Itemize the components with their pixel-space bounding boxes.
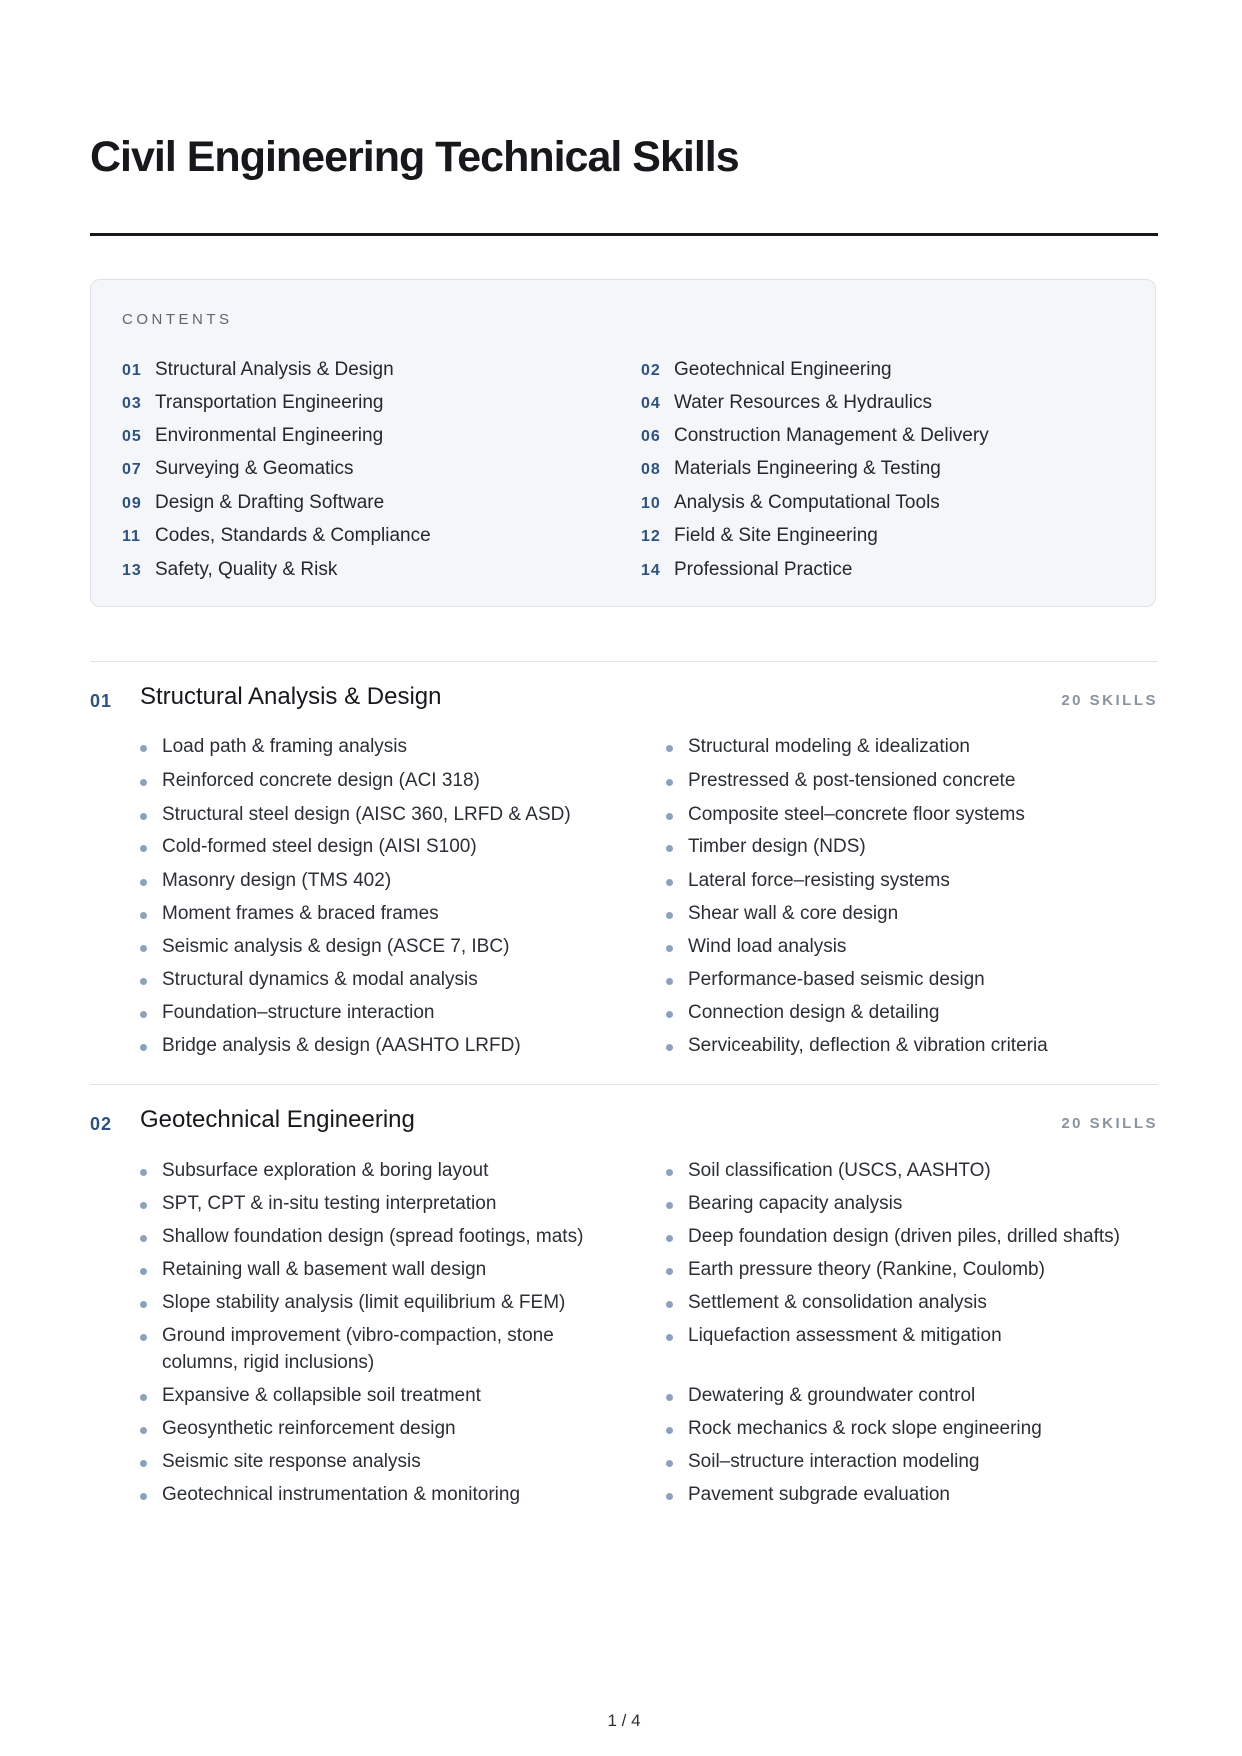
skill-count-badge: 20 SKILLS <box>1061 692 1158 709</box>
bullet-icon <box>140 1202 147 1209</box>
bullet-icon <box>140 1394 147 1401</box>
bullet-icon <box>666 879 673 886</box>
bullet-icon <box>666 813 673 820</box>
title-divider <box>90 233 1158 236</box>
skill-item: Rock mechanics & rock slope engineering <box>666 1415 1158 1442</box>
skill-item: Moment frames & braced frames <box>140 900 645 927</box>
section-number: 02 <box>90 1114 113 1134</box>
contents-item-number: 11 <box>122 528 141 545</box>
section-divider <box>90 1084 1158 1085</box>
contents-item-number: 03 <box>122 395 142 412</box>
skill-item: Shear wall & core design <box>666 900 1158 927</box>
bullet-icon <box>666 779 673 786</box>
skill-item: Performance-based seismic design <box>666 966 1158 993</box>
contents-item[interactable] <box>641 419 989 452</box>
contents-item-label: Field & Site Engineering <box>674 525 878 546</box>
contents-item-number: 10 <box>641 495 661 512</box>
bullet-icon <box>666 1427 673 1434</box>
contents-item[interactable] <box>641 486 940 519</box>
section-divider <box>90 661 1158 662</box>
contents-item-number: 01 <box>122 362 142 379</box>
contents-item-label: Transportation Engineering <box>155 392 384 413</box>
table-of-contents <box>90 279 1156 607</box>
bullet-icon <box>140 1044 147 1051</box>
bullet-icon <box>140 845 147 852</box>
skill-item: Soil–structure interaction modeling <box>666 1448 1158 1475</box>
contents-item-label: Codes, Standards & Compliance <box>155 525 431 546</box>
contents-item-label: Safety, Quality & Risk <box>155 559 338 580</box>
section-number: 01 <box>90 691 113 711</box>
skill-item: Structural steel design (AISC 360, LRFD & ASD) <box>140 801 645 828</box>
bullet-icon <box>140 745 147 752</box>
contents-item-number: 13 <box>122 562 142 579</box>
skill-item: Prestressed & post-tensioned concrete <box>666 767 1158 794</box>
skill-item: Dewatering & groundwater control <box>666 1382 1158 1409</box>
contents-item-number: 07 <box>122 461 142 478</box>
bullet-icon <box>666 1460 673 1467</box>
contents-item[interactable] <box>641 386 932 419</box>
bullet-icon <box>666 745 673 752</box>
skill-item: Cold-formed steel design (AISI S100) <box>140 833 645 860</box>
contents-item-number: 04 <box>641 395 661 412</box>
skill-item: Slope stability analysis (limit equilibrium & FEM) <box>140 1289 645 1316</box>
contents-item[interactable] <box>122 386 384 419</box>
skill-item: Lateral force–resisting systems <box>666 867 1158 894</box>
bullet-icon <box>666 945 673 952</box>
bullet-icon <box>666 912 673 919</box>
skill-item: Bearing capacity analysis <box>666 1190 1158 1217</box>
bullet-icon <box>140 1169 147 1176</box>
skill-item: Seismic analysis & design (ASCE 7, IBC) <box>140 933 645 960</box>
skill-item: Ground improvement (vibro-compaction, stone columns, rigid inclusions) <box>140 1322 590 1376</box>
skill-item: Foundation–structure interaction <box>140 999 645 1026</box>
skill-item: Liquefaction assessment & mitigation <box>666 1322 1158 1349</box>
contents-item[interactable] <box>641 519 878 552</box>
contents-item-label: Structural Analysis & Design <box>155 359 394 380</box>
document-page <box>90 0 1158 1756</box>
contents-item-number: 09 <box>122 495 142 512</box>
contents-item[interactable] <box>122 353 394 386</box>
bullet-icon <box>666 845 673 852</box>
bullet-icon <box>666 1301 673 1308</box>
contents-item[interactable] <box>122 519 431 552</box>
skill-item: Bridge analysis & design (AASHTO LRFD) <box>140 1032 645 1059</box>
bullet-icon <box>140 912 147 919</box>
contents-item-number: 02 <box>641 362 661 379</box>
bullet-icon <box>140 945 147 952</box>
contents-item-label: Analysis & Computational Tools <box>674 492 940 513</box>
bullet-icon <box>140 1011 147 1018</box>
contents-item-number: 14 <box>641 562 661 579</box>
bullet-icon <box>140 779 147 786</box>
bullet-icon <box>666 1235 673 1242</box>
bullet-icon <box>140 1301 147 1308</box>
bullet-icon <box>666 1394 673 1401</box>
bullet-icon <box>140 1460 147 1467</box>
skill-item: Geosynthetic reinforcement design <box>140 1415 645 1442</box>
contents-item[interactable] <box>641 353 892 386</box>
skill-item: Structural dynamics & modal analysis <box>140 966 645 993</box>
bullet-icon <box>666 978 673 985</box>
bullet-icon <box>666 1202 673 1209</box>
bullet-icon <box>140 1268 147 1275</box>
contents-item-label: Geotechnical Engineering <box>674 359 892 380</box>
contents-item-number: 08 <box>641 461 661 478</box>
contents-item-label: Construction Management & Delivery <box>674 425 989 446</box>
contents-item-label: Surveying & Geomatics <box>155 458 354 479</box>
contents-item-number: 06 <box>641 428 661 445</box>
bullet-icon <box>666 1011 673 1018</box>
skill-item: Retaining wall & basement wall design <box>140 1256 645 1283</box>
skill-item: Seismic site response analysis <box>140 1448 645 1475</box>
bullet-icon <box>666 1169 673 1176</box>
bullet-icon <box>666 1268 673 1275</box>
contents-item-number: 05 <box>122 428 142 445</box>
contents-heading: CONTENTS <box>122 311 233 328</box>
skill-item: Connection design & detailing <box>666 999 1158 1026</box>
skill-item: Timber design (NDS) <box>666 833 1158 860</box>
bullet-icon <box>140 1235 147 1242</box>
skill-item: Shallow foundation design (spread footings, mats) <box>140 1223 645 1250</box>
skill-item: Pavement subgrade evaluation <box>666 1481 1158 1508</box>
contents-item[interactable] <box>122 452 354 485</box>
skill-count-badge: 20 SKILLS <box>1061 1115 1158 1132</box>
section-title: Geotechnical Engineering <box>140 1106 415 1133</box>
contents-item[interactable] <box>641 452 941 485</box>
skill-item: Reinforced concrete design (ACI 318) <box>140 767 645 794</box>
skill-item: Load path & framing analysis <box>140 733 645 760</box>
skill-item: Settlement & consolidation analysis <box>666 1289 1158 1316</box>
bullet-icon <box>666 1044 673 1051</box>
contents-item-label: Water Resources & Hydraulics <box>674 392 932 413</box>
contents-item[interactable] <box>122 419 383 452</box>
bullet-icon <box>140 1334 147 1341</box>
skill-item: Subsurface exploration & boring layout <box>140 1157 645 1184</box>
contents-item-label: Professional Practice <box>674 559 853 580</box>
skill-item: Deep foundation design (driven piles, drilled shafts) <box>666 1223 1158 1250</box>
bullet-icon <box>140 879 147 886</box>
contents-item[interactable] <box>641 553 852 586</box>
bullet-icon <box>140 978 147 985</box>
skill-item: Structural modeling & idealization <box>666 733 1158 760</box>
bullet-icon <box>140 1427 147 1434</box>
contents-item[interactable] <box>122 553 337 586</box>
skill-item: Serviceability, deflection & vibration criteria <box>666 1032 1158 1059</box>
skill-item: Composite steel–concrete floor systems <box>666 801 1158 828</box>
contents-item-label: Environmental Engineering <box>155 425 384 446</box>
bullet-icon <box>666 1334 673 1341</box>
skill-item: Soil classification (USCS, AASHTO) <box>666 1157 1158 1184</box>
document-title: Civil Engineering Technical Skills <box>90 133 739 181</box>
skill-item: Wind load analysis <box>666 933 1158 960</box>
section-title: Structural Analysis & Design <box>140 683 442 710</box>
contents-item-number: 12 <box>641 528 661 545</box>
skill-item: SPT, CPT & in-situ testing interpretation <box>140 1190 645 1217</box>
bullet-icon <box>666 1493 673 1500</box>
skill-item: Earth pressure theory (Rankine, Coulomb) <box>666 1256 1158 1283</box>
bullet-icon <box>140 813 147 820</box>
skill-item: Masonry design (TMS 402) <box>140 867 645 894</box>
page-indicator: 1 / 4 <box>607 1711 641 1730</box>
skill-item: Geotechnical instrumentation & monitoring <box>140 1481 645 1508</box>
contents-item-label: Design & Drafting Software <box>155 492 385 513</box>
bullet-icon <box>140 1493 147 1500</box>
skill-item: Expansive & collapsible soil treatment <box>140 1382 645 1409</box>
contents-item-label: Materials Engineering & Testing <box>674 458 941 479</box>
contents-item[interactable] <box>122 486 384 519</box>
